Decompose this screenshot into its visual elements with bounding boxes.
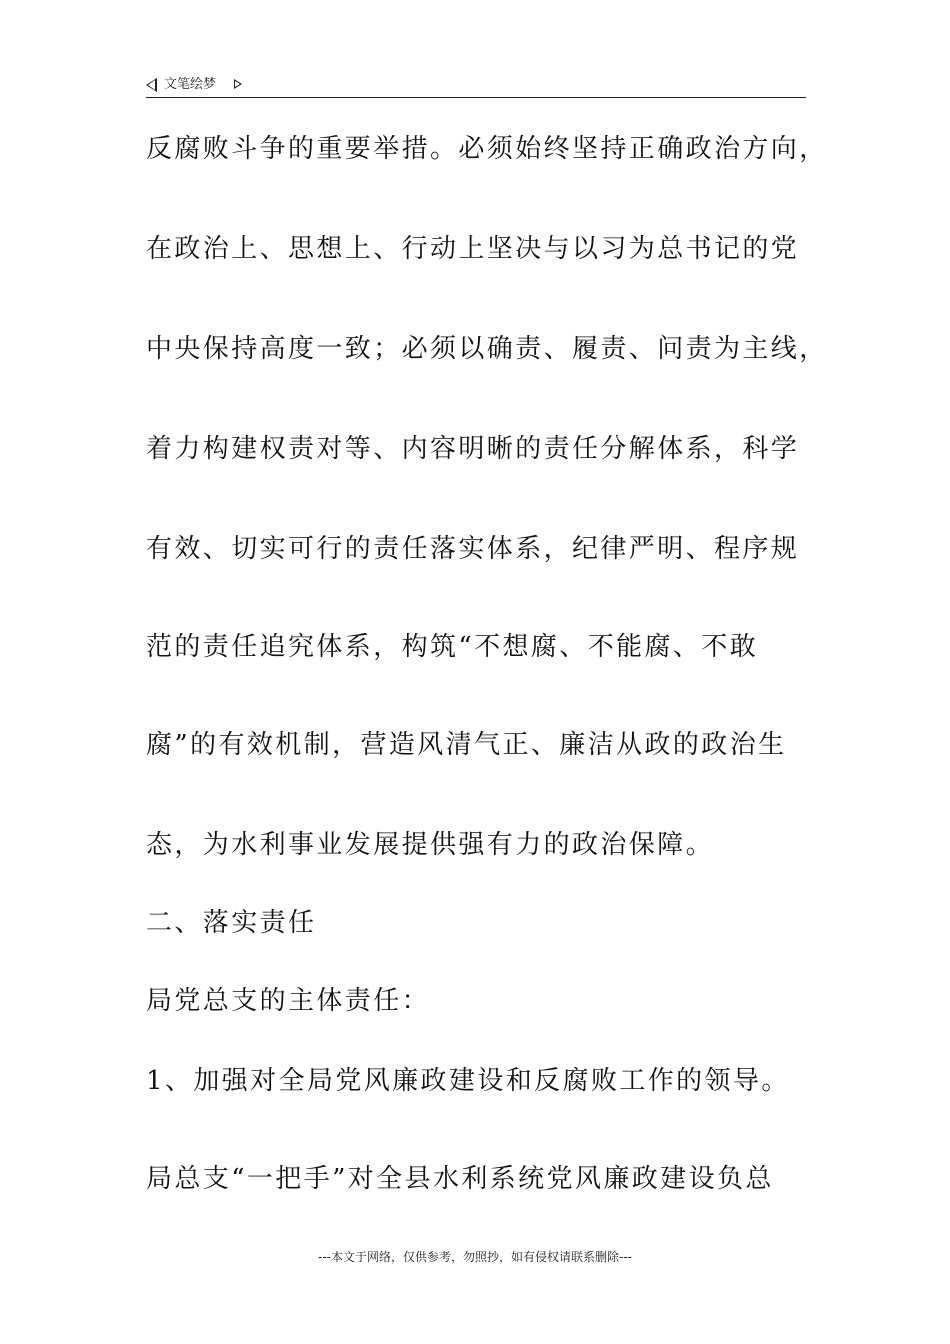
body-line: 着力构建权责对等、内容明晰的责任分解体系，科学 (146, 434, 800, 464)
header-divider (146, 97, 806, 98)
body-line: 在政治上、思想上、行动上坚决与以习为总书记的党 (146, 234, 800, 264)
subheading: 局党总支的主体责任： (146, 986, 431, 1016)
header-title: 文笔绘梦 (164, 77, 217, 92)
body-line: 中央保持高度一致；必须以确责、履责、问责为主线， (146, 334, 828, 364)
page-header (146, 74, 806, 98)
body-line: 范的责任追究体系，构筑“不想腐、不能腐、不敢 (146, 632, 759, 662)
body-line: 腐”的有效机制，营造风清气正、廉洁从政的政治生 (146, 730, 787, 760)
body-line: 局总支“一把手”对全县水利系统党风廉政建设负总 (146, 1164, 774, 1194)
section-heading: 二、落实责任 (146, 908, 317, 938)
body-line: 有效、切实可行的责任落实体系，纪律严明、程序规 (146, 534, 800, 564)
body-line: 态，为水利事业发展提供强有力的政治保障。 (146, 830, 715, 860)
left-triangle-icon (146, 78, 157, 92)
footer-disclaimer: ---本文于网络，仅供参考，勿照抄，如有侵权请联系删除--- (318, 1250, 632, 1264)
body-line: 反腐败斗争的重要举措。必须始终坚持正确政治方向， (146, 134, 828, 164)
right-triangle-icon (234, 79, 242, 89)
body-line: 1、加强对全局党风廉政建设和反腐败工作的领导。 (146, 1066, 790, 1096)
